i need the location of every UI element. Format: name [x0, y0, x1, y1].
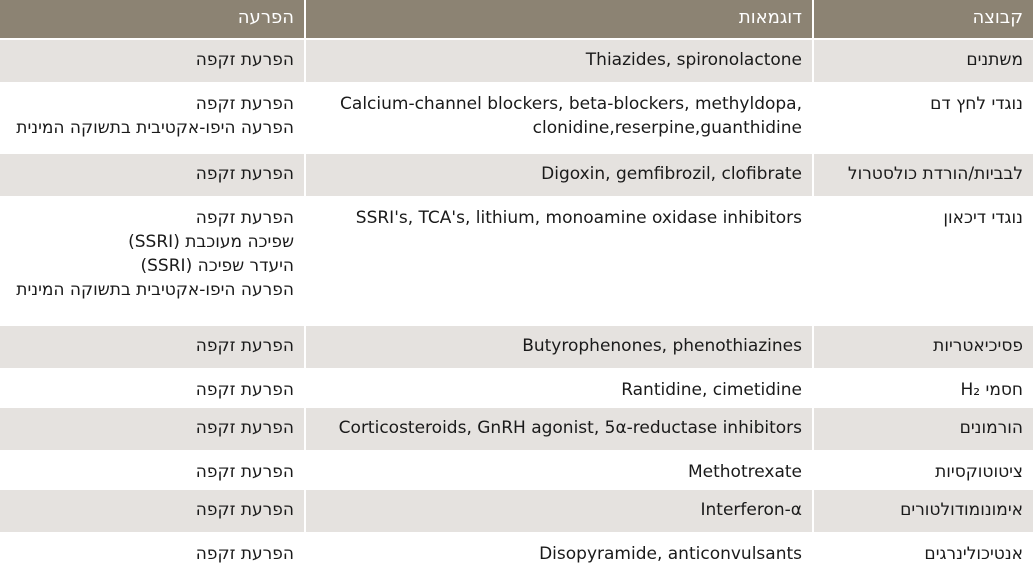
table-cell-examples [306, 84, 814, 154]
group-label: חסמי H₂ [960, 380, 1023, 400]
group-label: ציטוטוקסיות [935, 462, 1023, 482]
table-cell-effect [0, 408, 306, 452]
examples-line: Methotrexate [687, 462, 802, 482]
effect-line: הפרעת זקפה [195, 336, 294, 356]
table-cell-effect [0, 534, 306, 579]
table-cell-group [814, 154, 1033, 198]
group-label: לבביות/הורדת כולסטרול [847, 164, 1023, 184]
effect-line: הפרעה היפו-אקטיבית בתשוקה המינית [16, 118, 294, 138]
table-cell-examples [306, 198, 814, 326]
effect-line: הפרעת זקפה [195, 208, 294, 228]
examples-line: Disopyramide, anticonvulsants [539, 544, 802, 564]
effect-line: הפרעת זקפה [195, 94, 294, 114]
header-examples: דוגמאות [306, 0, 814, 40]
table-cell-effect [0, 198, 306, 326]
examples-line: clonidine,reserpine,guanthidine [532, 118, 802, 138]
examples-line: SSRI's, TCA's, lithium, monoamine oxidase inhibitors [355, 208, 802, 228]
group-label: נוגדי דיכאון [943, 208, 1023, 228]
table-cell-effect [0, 490, 306, 534]
table-cell-examples [306, 452, 814, 490]
effect-line: הפרעת זקפה [195, 500, 294, 520]
effect-line: הפרעת זקפה [195, 418, 294, 438]
examples-line: Corticosteroids, GnRH agonist, 5α-reductase inhibitors [338, 418, 802, 438]
effect-line: הפרעת זקפה [195, 50, 294, 70]
examples-line: Calcium-channel blockers, beta-blockers, methyldopa, [340, 94, 802, 114]
effect-line: היעדר שפיכה (SSRI) [140, 256, 294, 276]
table-cell-effect [0, 40, 306, 84]
examples-line: Digoxin, gemfibrozil, clofibrate [541, 164, 802, 184]
examples-line: Interferon-α [700, 500, 802, 520]
table-cell-group [814, 84, 1033, 154]
table-cell-effect [0, 326, 306, 370]
group-label: אימונומודולטורים [900, 500, 1023, 520]
table-cell-effect [0, 84, 306, 154]
table-cell-examples [306, 40, 814, 84]
table-cell-examples [306, 370, 814, 408]
table-cell-examples [306, 408, 814, 452]
examples-line: Butyrophenones, phenothiazines [522, 336, 802, 356]
effect-line: הפרעת זקפה [195, 544, 294, 564]
table-cell-examples [306, 534, 814, 579]
table-cell-examples [306, 154, 814, 198]
table-cell-group [814, 490, 1033, 534]
table-cell-effect [0, 154, 306, 198]
effect-line: הפרעת זקפה [195, 380, 294, 400]
table-cell-group [814, 40, 1033, 84]
table-cell-group [814, 452, 1033, 490]
examples-line: Rantidine, cimetidine [621, 380, 802, 400]
group-label: אנטיכולינרגים [924, 544, 1023, 564]
effect-line: הפרעת זקפה [195, 462, 294, 482]
effect-line: הפרעה היפו-אקטיבית בתשוקה המינית [16, 280, 294, 300]
table-cell-effect [0, 452, 306, 490]
table-cell-group [814, 370, 1033, 408]
group-label: הורמונים [959, 418, 1023, 438]
effect-line: שפיכה מעוכבת (SSRI) [128, 232, 294, 252]
table-cell-group [814, 534, 1033, 579]
effect-line: הפרעת זקפה [195, 164, 294, 184]
group-label: משתנים [966, 50, 1023, 70]
group-label: נוגדי לחץ דם [930, 94, 1023, 114]
table-cell-examples [306, 490, 814, 534]
table-cell-group [814, 408, 1033, 452]
examples-line: Thiazides, spironolactone [585, 50, 802, 70]
table-cell-examples [306, 326, 814, 370]
header-effect: הפרעה [0, 0, 306, 40]
table-cell-effect [0, 370, 306, 408]
header-group: קבוצה [814, 0, 1033, 40]
group-label: פסיכיאטריות [933, 336, 1023, 356]
table-cell-group [814, 326, 1033, 370]
table-cell-group [814, 198, 1033, 326]
